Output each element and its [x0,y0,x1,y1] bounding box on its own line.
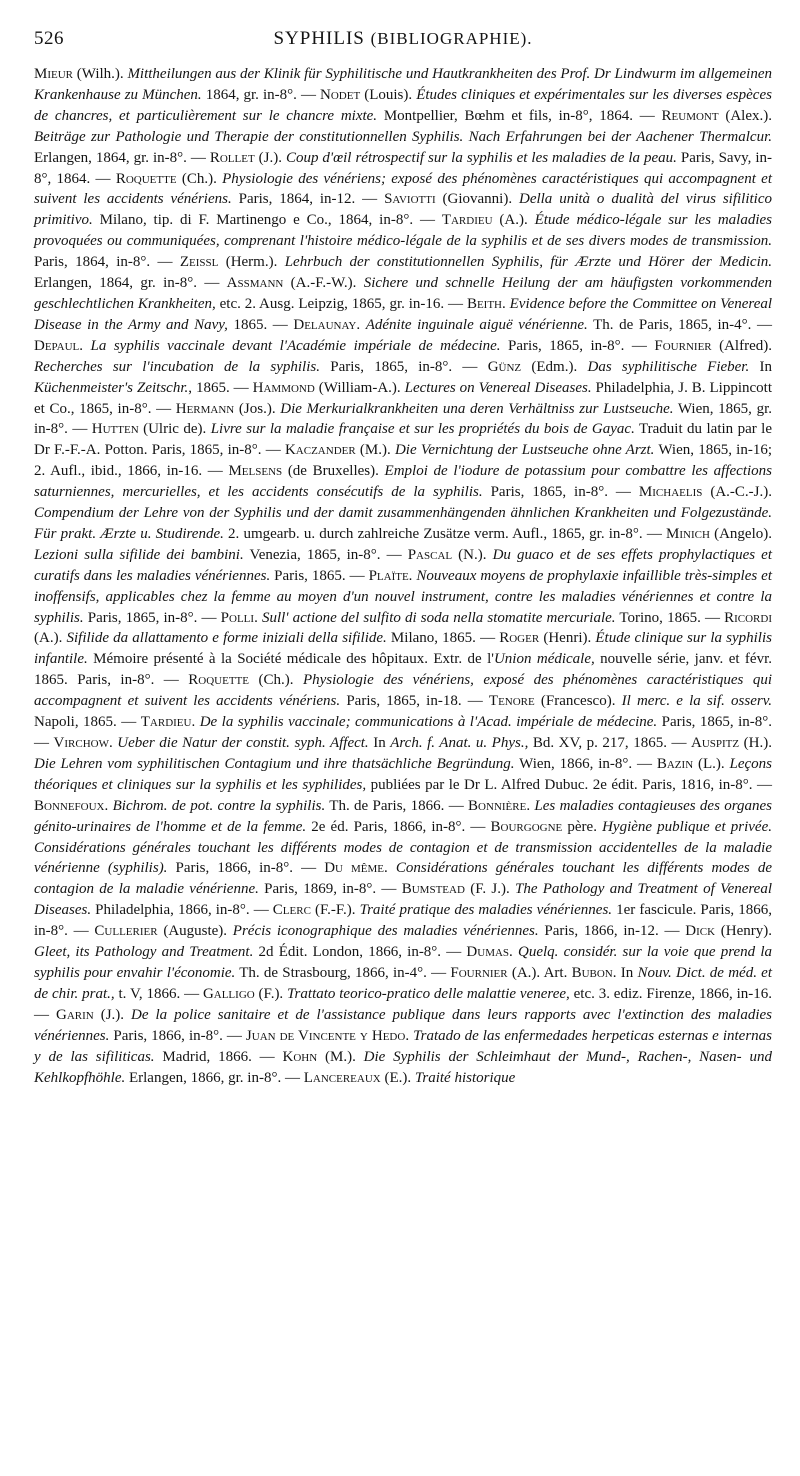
work-title: Étude clinique sur la syphilis infantile. [34,630,772,668]
work-title: Coup d'œil rétrospectif sur la syphilis et les maladies de la peau. [285,149,677,166]
citation-text: Paris, Savy, in-8°, 1864. — [34,149,772,187]
work-title: Compendium der Lehre von der Syphilis und der damit zusammenhängenden ähnlichen Krankheiten und Folgezustände. Für prakt. Ærzte u. Studirende. [34,505,772,542]
author-name: Clerc [272,902,311,919]
citation-text: (M.). [317,1048,364,1065]
citation-text: (Angelo). [709,525,772,542]
work-title: Hygiène publique et privée. Considérations générales touchant les différents modes de contagion et de transmission accidentelles de la maladie vénérienne (syphilis). [34,818,772,877]
work-title: The Pathology and Treatment of Venereal Diseases. [34,881,772,919]
author-name: Dumas [466,944,510,961]
citation-text: . [254,609,262,626]
citation-text: . [191,714,200,731]
work-title: Considérations générales touchant les différents modes de contagion de la maladie vénérienne. [34,860,772,898]
author-name: Lancereaux [303,1069,381,1086]
citation-text: (William-A.). [314,379,405,396]
author-name: Bonnefoux [34,797,105,814]
citation-text: (F.-F.). [310,902,360,919]
citation-text: Erlangen, 1864, gr. in-8°. — [34,149,210,166]
work-title: De la police sanitaire et de l'assistance publique dans leurs rapports avec l'extinction des maladies vénériennes. [34,1006,772,1044]
citation-text: (M.). [355,442,395,459]
citation-text: Erlangen, 1866, gr. in-8°. — [125,1069,304,1086]
citation-text: Paris, 1865, in-8°. — [500,337,655,354]
author-name: Hutten [91,421,139,438]
author-name: Auspitz [691,735,740,751]
author-name: Kaczander [284,442,356,459]
citation-text: (Ch.). [249,672,303,689]
work-title: Die Merkurialkrankheiten una deren Verhältniss zur Lustseuche. [280,400,674,417]
citation-text: 1864, gr. in-8°. — [201,86,320,103]
citation-text: (F.). [254,985,288,1002]
citation-text: publiées par le Dr L. Alfred Dubuc. 2e édit. Paris, 1816, in-8°. — [366,776,773,793]
citation-text: (Henri). [539,630,596,647]
citation-text: etc. 3. ediz. Firenze, 1866, in-16. — [34,985,772,1023]
citation-text: Paris, 1865, in-8°. — [34,714,773,751]
citation-text: (Francesco). [534,693,622,710]
citation-text: (Herm.). [218,254,285,271]
page-title-subtitle: (BIBLIOGRAPHIE). [370,29,533,48]
citation-text: Napoli, 1865. — [34,714,141,731]
citation-text: Paris, 1865, in-8°. — [319,358,488,375]
citation-text: Wien, 1865, gr. in-8°. — [34,400,772,438]
citation-text: . [104,797,113,814]
citation-text: (Wilh.). [73,66,128,82]
author-name: Beith [466,295,502,312]
citation-text: Philadelphia, J. B. Lippincott et Co., 1865, in-8°. — [34,379,773,417]
citation-text: t. V, 1866. — [114,985,203,1002]
work-title: Nouv. Dict. de méd. et de chir. prat., [34,964,773,1002]
work-title: Sichere und schnelle Heilung der am häufigsten vorkommenden geschlechtlichen Krankheiten, [34,275,772,312]
work-title: De la syphilis vaccinale; communications à l'Acad. impériale de médecine. [199,714,658,731]
work-title: Della unità o dualità del virus sifilitico primitivo. [34,191,772,229]
citation-text: Paris, 1869, in-8°. — [258,881,402,898]
citation-text: . [356,316,366,333]
work-title: La syphilis vaccinale devant l'Académie impériale de médecine. [90,337,501,354]
author-name: Garin [55,1006,94,1023]
author-name: Mieur [34,66,74,82]
page-number: 526 [34,28,64,49]
author-name: Du même [324,860,385,877]
author-name: Günz [487,358,522,375]
work-title: Das syphilitische Fieber. [587,358,750,375]
citation-text: Paris, 1865, in-18. — [340,693,489,710]
work-title: Lectures on Venereal Diseases. [404,379,592,396]
author-name: Bonnière [468,797,527,814]
work-title: Précis iconographique des maladies vénériennes. [232,923,539,940]
citation-text: 2d Édit. London, 1866, in-8°. — [253,944,467,961]
citation-text: (J.). [93,1006,132,1023]
citation-text: . [405,1027,414,1044]
citation-text: Traduit du latin par le Dr F.-F.-A. Potton. Paris, 1865, in-8°. — [34,421,773,459]
author-name: Fournier [654,337,712,354]
work-title: Mittheilungen aus der Klinik für Syphilitische und Hautkrankheiten des Prof. Dr Lindwurm im allgemeinen Krankenhause zu München. [34,66,772,103]
work-title: Lehrbuch der constitutionnellen Syphilis, für Ærzte und Hörer der Medicin. [284,254,772,271]
work-title: Ueber die Natur der constit. syph. Affect. [117,735,369,751]
page [34,28,772,1088]
citation-text: (Edm.). [521,358,588,375]
author-name: Tenore [488,693,535,710]
work-title: Physiologie des vénériens; exposé des phénomènes caractéristiques qui accompagnent et suivent les accidents vénériens. [34,170,772,208]
citation-text: Paris, 1865, in-8°. — [482,484,639,501]
author-name: Tardieu [140,714,192,731]
work-title: Traité pratique des maladies vénériennes. [359,902,613,919]
author-name: Tardieu [441,212,493,229]
citation-text: Wien, 1866, in-8°. — [514,755,657,772]
citation-text: Bd. XV, p. 217, 1865. — [528,735,691,751]
author-name: Nodet [320,86,361,103]
citation-text: (Ulric de). [138,421,211,438]
work-title: Lezioni sulla sifilide dei bambini. [34,546,244,563]
citation-text: Madrid, 1866. — [154,1048,283,1065]
author-name: Bourgogne [490,818,563,835]
page-title [34,28,772,50]
author-name: Hermann [175,400,235,417]
citation-text: Paris, 1865. — [270,567,369,584]
citation-text: . [108,735,118,751]
citation-text: (A.). [492,212,535,229]
citation-text: (A.-F.-W.). [283,275,364,292]
citation-text: Venezia, 1865, in-8°. — [243,546,408,563]
author-name: Bumstead [401,881,465,898]
author-name: Depaul [34,337,80,354]
citation-text: etc. 2. Ausg. Leipzig, 1865, gr. in-16. — [215,295,467,312]
author-name: Reumont [661,107,719,124]
citation-text: . [502,295,510,312]
citation-text: . [509,944,518,961]
citation-text: 1er fascicule. Paris, 1866, in-8°. — [34,902,772,940]
work-title: Die Vernichtung der Lustseuche ohne Arzt. [394,442,655,459]
citation-text: Th. de Paris, 1866. — [325,797,469,814]
citation-text: (Ch.). [176,170,223,187]
work-title: Recherches sur l'incubation de la syphilis. [34,358,320,375]
author-name: Virchow [53,735,109,751]
work-title: Küchenmeister's Zeitschr. [34,379,189,396]
citation-text: Paris, 1864, in-12. — [231,191,385,208]
citation-text: (A.). Art. [507,964,572,981]
citation-text: (Alfred). [711,337,772,354]
citation-text: (A.-C.-J.). [702,484,773,501]
citation-text: , 1865. — [188,379,253,396]
citation-text: (Jos.). [234,400,281,417]
citation-text: . [526,797,535,814]
work-title: Beiträge zur Pathologie und Therapie der constitutionnellen Syphilis. Nach Erfahrungen bei der Aachener Thermalcur. [34,128,772,145]
citation-text: (J.). [254,149,286,166]
citation-text: . [384,860,396,877]
citation-text: (Auguste). [157,923,233,940]
citation-text: In [749,358,772,375]
author-name: Assmann [226,275,284,292]
citation-text: . In [612,964,638,981]
work-title: Bichrom. de pot. contre la syphilis. [112,797,326,814]
author-name: Cullerier [94,923,158,940]
work-title: Quelq. considér. sur la voie que prend la syphilis pour envahir l'économie. [34,944,772,981]
citation-text: Wien, 1865, in-16; 2. Aufl., ibid., 1866, in-16. — [34,442,772,480]
citation-text: (Henry). [715,923,772,940]
citation-text: (N.). [452,546,493,563]
work-title: Emploi de l'iodure de potassium pour combattre les affections saturniennes, mercurielles, et les accidents consécutifs de la syphilis. [34,463,772,501]
citation-text: 1865. — [227,316,294,333]
author-name: Saviotti [384,191,436,208]
citation-text: Erlangen, 1864, gr. in-8°. — [34,275,227,292]
author-name: Galligo [202,985,255,1002]
citation-text: (Giovanni). [435,191,519,208]
author-name: Fournier [450,964,508,981]
work-title: Les maladies contagieuses des organes génito-urinaires de l'homme et de la femme. [34,797,773,835]
citation-text: In [368,735,391,751]
citation-text: (A.). [34,630,67,647]
citation-text: Paris, 1866, in-8°. — [167,860,325,877]
citation-text: . [408,567,417,584]
citation-text: 2e éd. Paris, 1866, in-8°. — [306,818,491,835]
citation-text: Paris, 1866, in-12. — [538,923,686,940]
author-name: Rollet [209,149,255,166]
author-name: Hammond [252,379,315,396]
citation-text: 2. umgearb. u. durch zahlreiche Zusätze verm. Aufl., 1865, gr. in-8°. — [223,525,667,542]
author-name: Minich [666,525,710,542]
work-title: Die Lehren vom syphilitischen Contagium und ihre thatsächliche Begründung. [34,755,515,772]
running-head [34,28,772,62]
work-title: Livre sur la maladie française et sur les propriétés du bois de Gayac. [210,421,635,438]
author-name: Pascal [407,546,453,563]
work-title: Gleet, its Pathology and Treatment. [34,944,254,961]
author-name: Roquette [188,672,249,689]
work-title: Adénite inguinale aiguë vénérienne. [365,316,588,333]
author-name: Bubon [571,964,613,981]
citation-text: Th. de Strasbourg, 1866, in-4°. — [235,964,451,981]
author-name: Polli [220,609,255,626]
work-title: Traité historique [414,1069,516,1086]
citation-text: Milano, 1865. — [386,630,500,647]
work-title: Il merc. e la sif. osserv. [621,693,773,710]
work-title: Trattato teorico-pratico delle malattie veneree, [287,985,570,1002]
author-name: Juan de Vincente y Hedo [245,1027,406,1044]
citation-text: Montpellier, Bœhm et fils, in-8°, 1864. — [377,107,662,124]
author-name: Bazin [656,755,694,772]
citation-text: . [79,337,91,354]
author-name: Ricordi [724,609,772,626]
citation-text: (F. J.). [464,881,516,898]
citation-text: (de Bruxelles). [282,463,385,480]
author-name: Michaelis [638,484,703,501]
work-title: Nouveaux moyens de prophylaxie infaillible très-simples et inoffensifs, applicables chez la femme au moyen d'un nouvel instrument, contre les maladies vénériennes et contre la syphilis. [34,567,773,626]
work-title: Étude médico-légale sur les maladies provoquées ou communiquées, comprenant l'histoire médico-légale de la syphilis et de ses divers modes de transmission. [34,212,773,250]
work-title: Union médicale, [493,651,595,668]
page-title-main: SYPHILIS [273,28,365,49]
author-name: Plaïte [368,567,409,584]
work-title: Die Syphilis der Schleimhaut der Mund-, Rachen-, Nasen- und Kehlkopfhöhle. [34,1048,772,1086]
work-title: Études cliniques et expérimentales sur les diverses espèces de chancres, et particulièrement sur le chancre mixte. [34,86,772,124]
author-name: Zeissl [179,254,219,271]
citation-text: nouvelle série, janv. et févr. 1865. Paris, in-8°. — [34,651,772,689]
author-name: Roger [499,630,540,647]
work-title: Tratado de las enfermedades herpeticas esternas e internas y de las sifiliticas. [34,1027,773,1065]
citation-text: (Alex.). [718,107,773,124]
work-title: Du guaco et de ses effets prophylactiques et curatifs dans les maladies vénériennes. [34,546,772,584]
citation-text: Torino, 1865. — [615,609,725,626]
citation-text: père. [562,818,603,835]
author-name: Kohn [282,1048,318,1065]
citation-text: Philadelphia, 1866, in-8°. — [91,902,273,919]
work-title: Physiologie des vénériens, exposé des phénomènes caractéristiques qui accompagnent et suivent les accidents vénériens. [34,672,772,710]
citation-text: Th. de Paris, 1865, in-4°. — [587,316,773,333]
citation-text: Paris, 1865, in-8°. — [83,609,221,626]
bibliography-text [34,64,772,1088]
work-title: Leçons théoriques et cliniques sur la syphilis et les syphilides, [34,755,772,793]
citation-text: Milano, tip. di F. Martinengo e Co., 1864, in-8°. — [92,212,442,229]
citation-text: Mémoire présenté à la Société médicale des hôpitaux. Extr. de l' [87,651,494,668]
work-title: Sifilide da allattamento e forme iniziali della sifilide. [66,630,387,647]
work-title: Evidence before the Committee on Venereal Disease in the Army and Navy, [34,295,773,333]
citation-text: (Louis). [360,86,417,103]
work-title: Arch. f. Anat. u. Phys., [390,735,529,751]
citation-text: Paris, 1864, in-8°. — [34,254,180,271]
author-name: Dick [685,923,716,940]
citation-text: (H.). [739,735,772,751]
citation-text: (L.). [693,755,730,772]
citation-text: (E.). [380,1069,415,1086]
citation-text: Paris, 1866, in-8°. — [109,1027,246,1044]
author-name: Delaunay [293,316,357,333]
work-title: Sull' actione del sulfito di soda nella stomatite mercuriale. [261,609,616,626]
author-name: Roquette [115,170,177,187]
author-name: Melsens [228,463,283,480]
